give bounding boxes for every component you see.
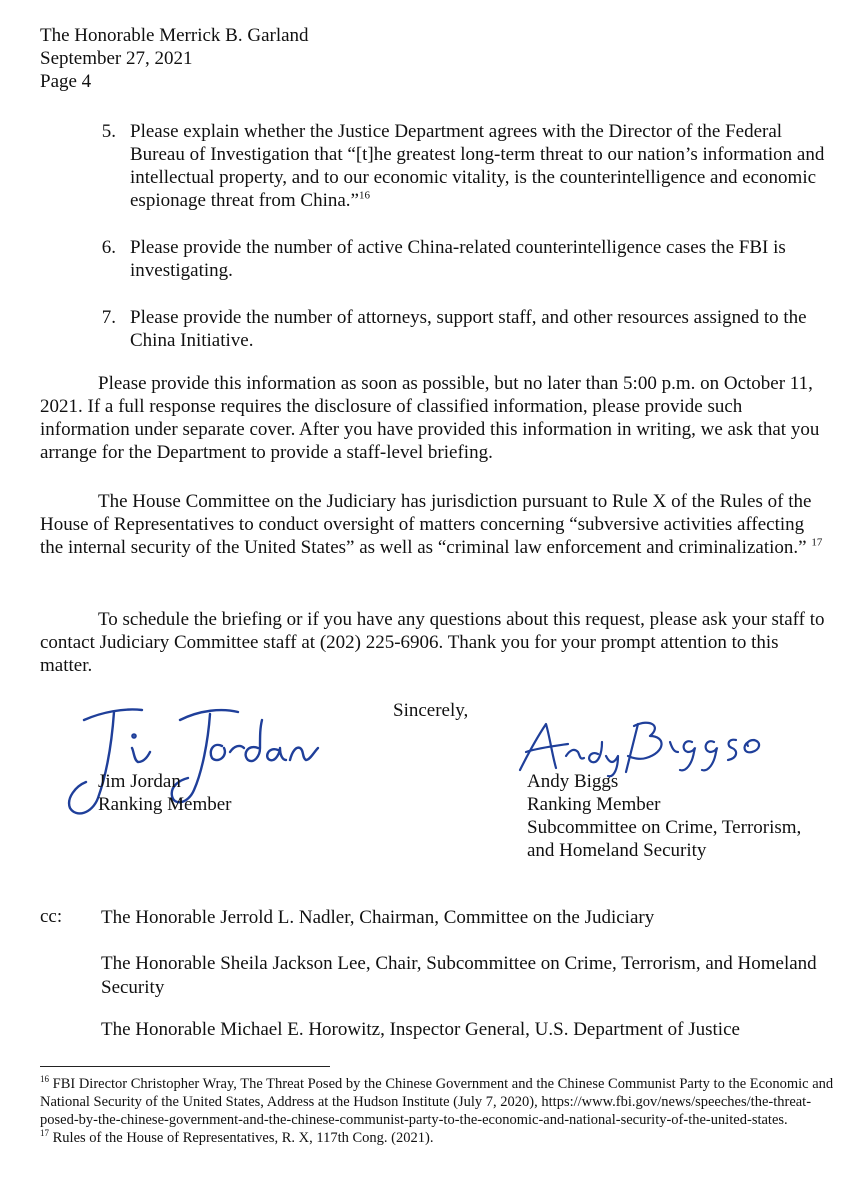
footnote-number: 16	[40, 1074, 49, 1085]
closing: Sincerely,	[393, 700, 469, 721]
cc-recipient: The Honorable Michael E. Horowitz, Inspector General, U.S. Department of Justice	[101, 1019, 740, 1040]
footnote-divider	[40, 1066, 330, 1067]
question-item	[40, 306, 835, 352]
question-list	[40, 120, 835, 376]
signatory-name: Jim Jordan	[98, 771, 181, 792]
question-text: Please provide the number of attorneys, support staff, and other resources assigned to the China Initiative.	[130, 307, 807, 351]
signatory-right	[527, 770, 801, 862]
recipient-line: The Honorable Merrick B. Garland	[40, 25, 309, 46]
question-text: Please provide the number of active China-related counterintelligence cases the FBI is investigating.	[130, 237, 786, 281]
footnote-ref: 16	[358, 189, 370, 202]
page-number: Page 4	[40, 71, 92, 92]
footnotes	[40, 1075, 840, 1147]
signatory-title: Ranking Member	[527, 794, 661, 815]
signatory-name: Andy Biggs	[527, 771, 619, 792]
signatory-title: Ranking Member	[98, 794, 232, 815]
footnote-ref: 17	[811, 536, 823, 549]
subcommittee-line: and Homeland Security	[527, 840, 707, 861]
question-number: 6.	[101, 237, 116, 258]
signatory-left	[98, 770, 232, 816]
cc-list	[101, 906, 836, 1064]
question-number: 5.	[101, 121, 116, 142]
cc-recipient: The Honorable Jerrold L. Nadler, Chairman, Committee on the Judiciary	[101, 907, 655, 928]
footnote: $^{17}$ Rules of the House of Representatives, R. X, 117th Cong. (2021).	[40, 1128, 434, 1146]
question-item	[40, 120, 835, 212]
subcommittee-line: Subcommittee on Crime, Terrorism,	[527, 817, 802, 838]
cc-label: cc:	[40, 906, 63, 927]
question-text: Please explain whether the Justice Department agrees with the Director of the Federal Bureau of Investigation that “[t]he greatest long-term threat to our nation’s information and intellectual property, and to our economic vitality, is the counterintelligence and economic espionage threat from China.”$^{16}$	[130, 121, 825, 211]
question-number: 7.	[101, 307, 116, 328]
jurisdiction-paragraph: The House Committee on the Judiciary has jurisdiction pursuant to Rule X of the Rules of the House of Representatives to conduct oversight of matters concerning “subversive activities affecting the internal security of the United States” as well as “criminal law enforcement and criminalization.” $^{17}$	[40, 491, 823, 558]
footnote-number: 17	[40, 1128, 49, 1139]
date-line: September 27, 2021	[40, 48, 193, 69]
letter-header	[40, 24, 309, 93]
deadline-paragraph: Please provide this information as soon as possible, but no later than 5:00 p.m. on October 11, 2021. If a full response requires the disclosure of classified information, please provide such information under separate cover. After you have provided this information in writing, we ask that you arrange for the Department to provide a staff-level briefing.	[40, 373, 820, 463]
footnote: $^{16}$ FBI Director Christopher Wray, The Threat Posed by the Chinese Government and the Chinese Communist Party to the Economic and National Security of the United States, Address at the Hudson Institute (July 7, 2020), https://www.fbi.gov/news/speeches/the-threat-posed-by-the-chinese-government-and-the-chinese-communist-party-to-the-economic-and-national-security-of-the-united-states.	[40, 1074, 834, 1128]
question-item	[40, 236, 835, 282]
cc-recipient: The Honorable Sheila Jackson Lee, Chair, Subcommittee on Crime, Terrorism, and Homeland Security	[101, 953, 817, 998]
contact-paragraph: To schedule the briefing or if you have any questions about this request, please ask your staff to contact Judiciary Committee staff at (202) 225-6906. Thank you for your prompt attention to this matter.	[40, 609, 825, 676]
